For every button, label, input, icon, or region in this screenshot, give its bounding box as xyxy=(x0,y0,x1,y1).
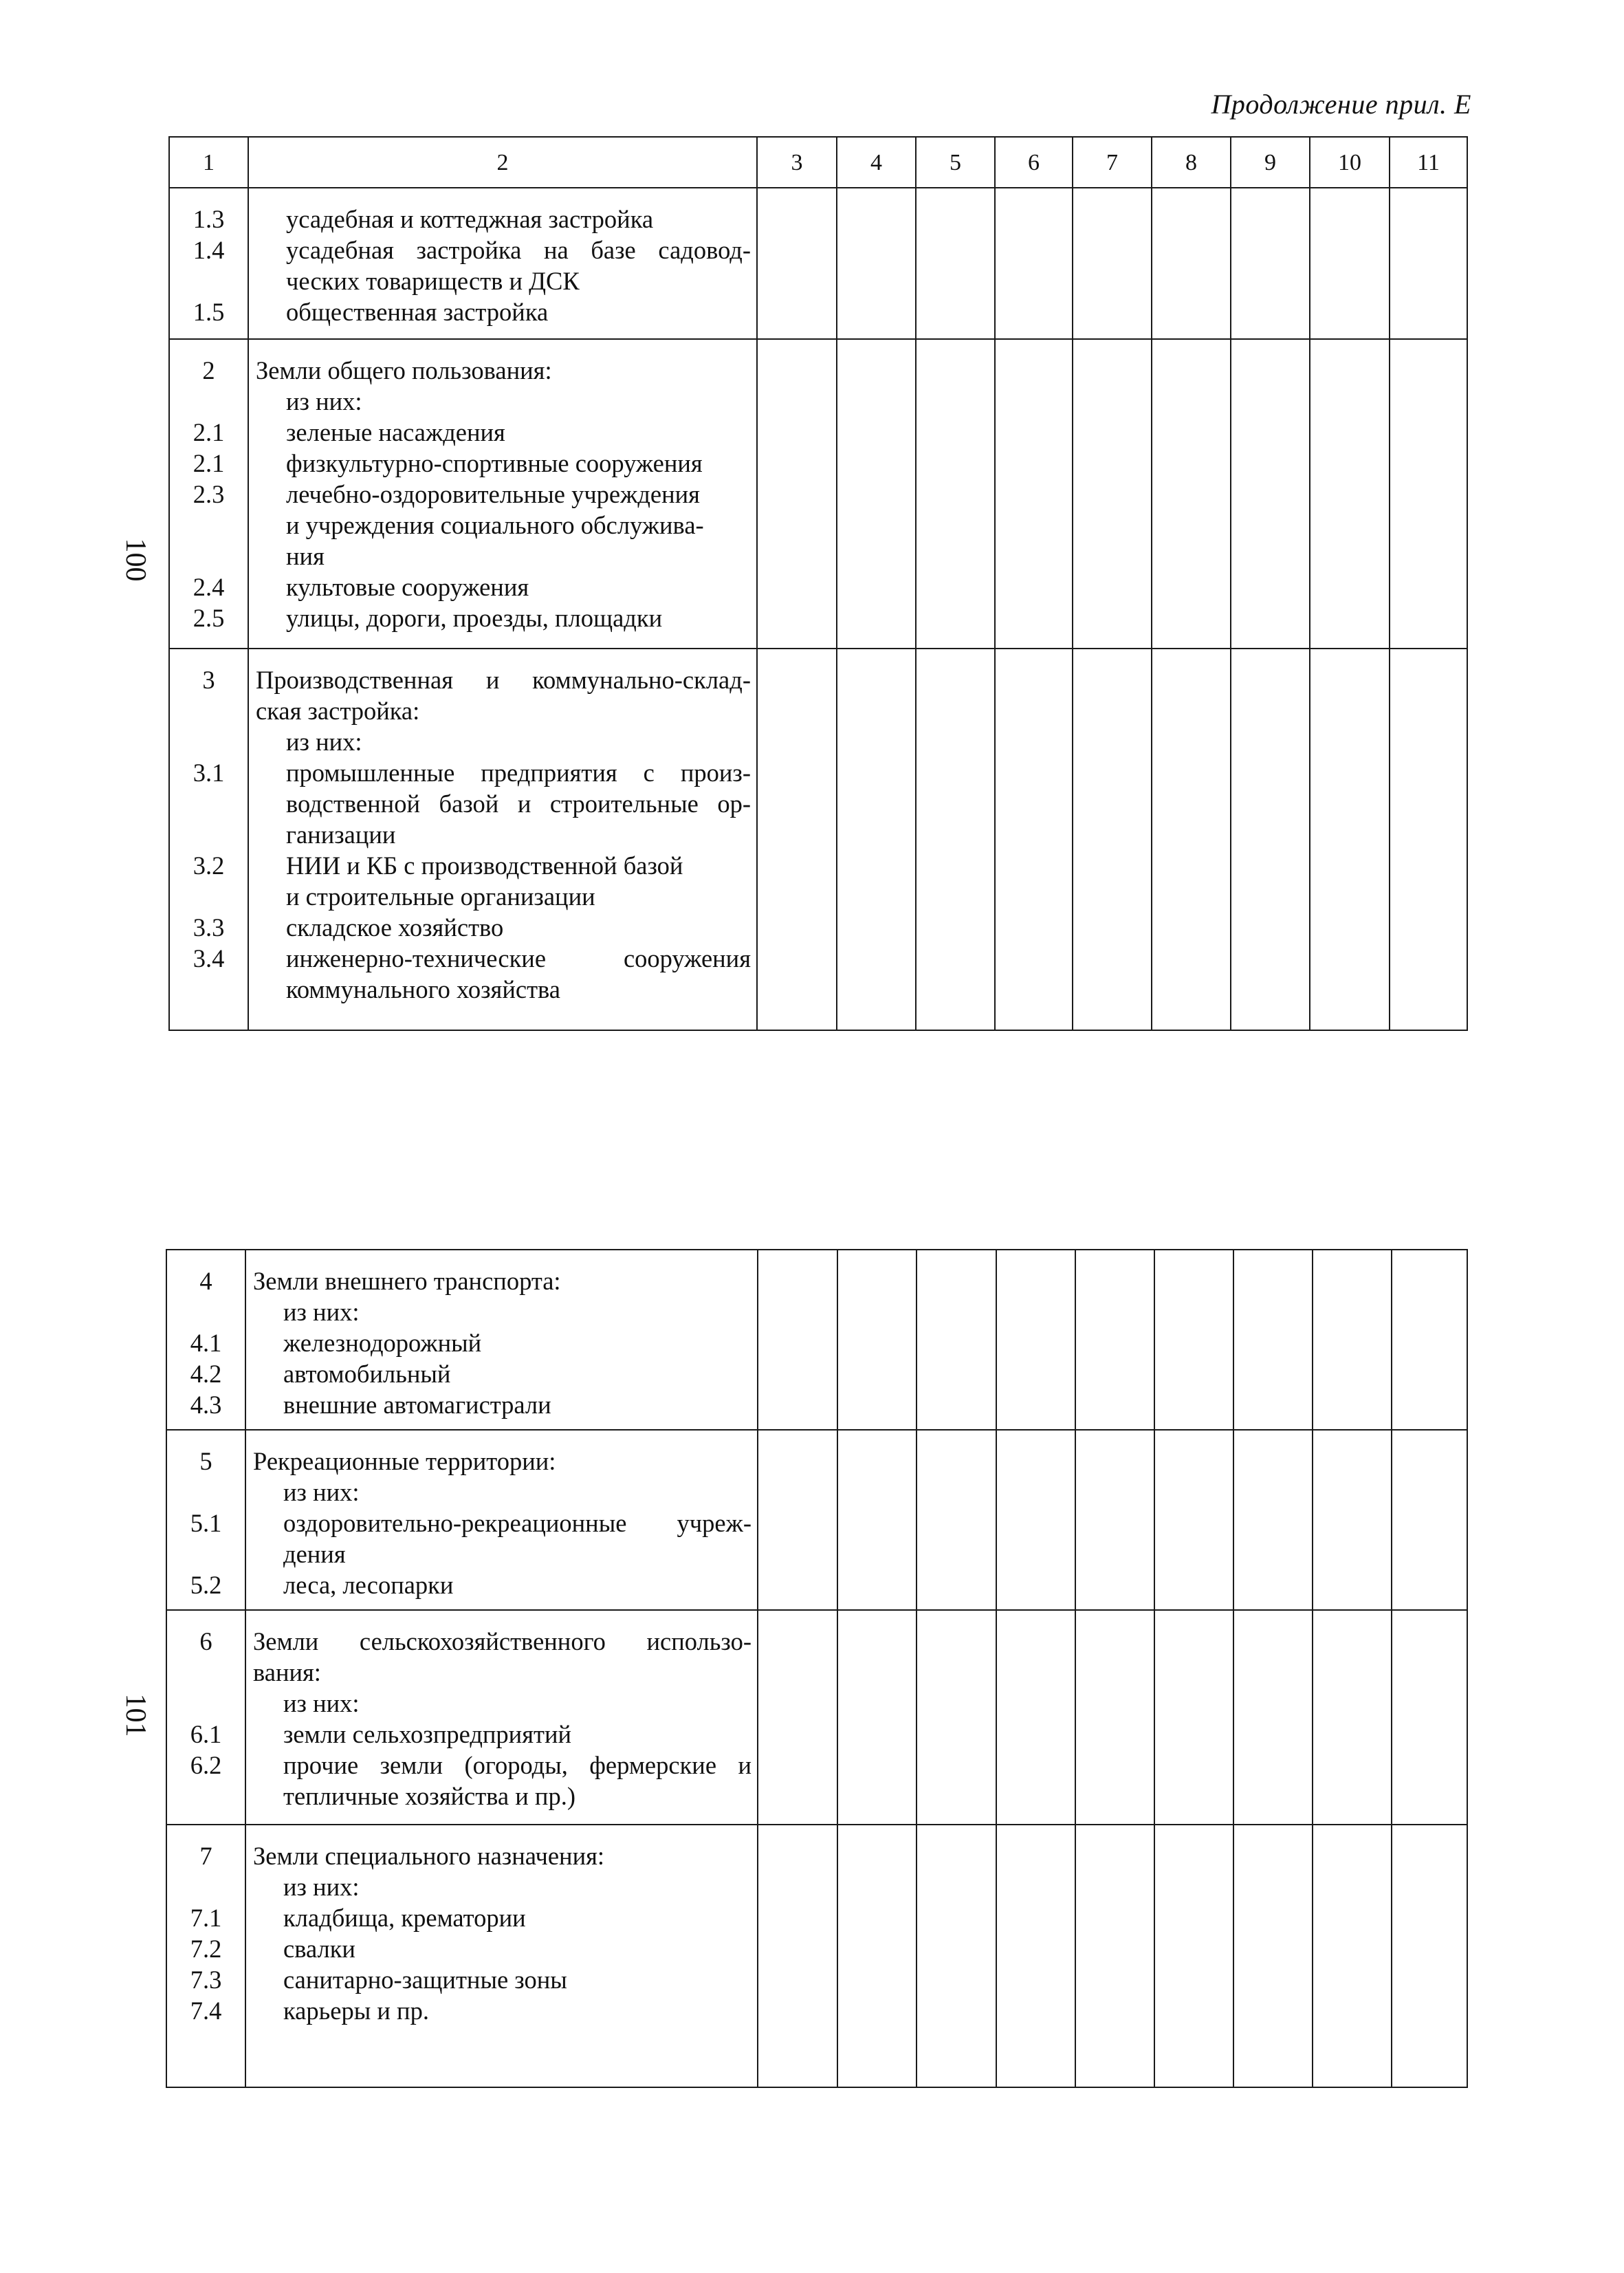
row-number: 1.3 xyxy=(193,205,225,233)
empty-value-cell-col-9 xyxy=(1233,1430,1313,1610)
row-number xyxy=(167,1657,245,1688)
description-line: лечебно-оздоровительные учреждения xyxy=(286,480,700,508)
empty-value-cell-col-11 xyxy=(1392,1430,1467,1610)
empty-value-cell-col-7 xyxy=(1073,188,1152,339)
empty-value-cell-col-10 xyxy=(1313,1825,1392,2087)
description-line: общественная застройка xyxy=(286,298,549,326)
empty-value-cell-col-7 xyxy=(1075,1250,1154,1430)
empty-value-cell-col-4 xyxy=(837,1610,917,1825)
row-number: 4.1 xyxy=(190,1329,222,1357)
row-number: 1.5 xyxy=(193,298,225,326)
empty-value-cell-col-10 xyxy=(1310,339,1390,649)
empty-value-cell-col-4 xyxy=(837,1825,917,2087)
empty-value-cell-col-3 xyxy=(757,339,837,649)
description-line: и строительные организации xyxy=(286,882,595,911)
description-line: свалки xyxy=(283,1935,355,1963)
empty-value-cell-col-6 xyxy=(995,339,1073,649)
description-line: карьеры и пр. xyxy=(283,1997,429,2025)
column-header-9: 9 xyxy=(1231,137,1310,188)
row-number: 4 xyxy=(199,1267,212,1295)
row-number: 5.1 xyxy=(190,1509,222,1537)
description-line: кладбища, крематории xyxy=(283,1904,526,1932)
row-number: 6.1 xyxy=(190,1720,222,1748)
row-number: 4.3 xyxy=(190,1391,222,1419)
row-number: 5.2 xyxy=(190,1571,222,1599)
description-line: ская застройка: xyxy=(256,697,420,725)
row-number: 4.2 xyxy=(190,1360,222,1388)
description-line: из них: xyxy=(283,1689,360,1717)
description-line: из них: xyxy=(283,1298,360,1326)
description-line: из них: xyxy=(286,387,362,415)
row-description-cell xyxy=(248,649,757,1030)
row-description-cell xyxy=(248,188,757,339)
empty-value-cell-col-8 xyxy=(1154,1825,1233,2087)
description-line: тепличные хозяйства и пр.) xyxy=(283,1782,575,1810)
empty-value-cell-col-6 xyxy=(995,188,1073,339)
description-line: ганизации xyxy=(286,820,396,849)
row-number-cell xyxy=(169,339,248,649)
empty-value-cell-col-9 xyxy=(1233,1610,1313,1825)
land-use-table-lower xyxy=(166,1249,1468,2088)
column-header-2: 2 xyxy=(248,137,757,188)
description-line: санитарно-защитные зоны xyxy=(283,1966,567,1994)
empty-value-cell-col-7 xyxy=(1073,649,1152,1030)
row-number xyxy=(170,265,248,296)
column-header-4: 4 xyxy=(837,137,916,188)
empty-value-cell-col-10 xyxy=(1313,1610,1392,1825)
description-line: автомобильный xyxy=(283,1360,451,1388)
description-line: Земли сельскохозяйственного использо- xyxy=(253,1627,751,1655)
description-line: вания: xyxy=(253,1658,321,1686)
column-header-7: 7 xyxy=(1073,137,1152,188)
column-header-3: 3 xyxy=(757,137,837,188)
empty-value-cell-col-8 xyxy=(1154,1610,1233,1825)
row-number: 7.3 xyxy=(190,1966,222,1994)
empty-value-cell-col-11 xyxy=(1390,188,1467,339)
empty-value-cell-col-5 xyxy=(916,339,995,649)
row-number-cell xyxy=(166,1610,245,1825)
row-number: 2.3 xyxy=(193,480,225,508)
empty-value-cell-col-4 xyxy=(837,649,916,1030)
description-line: коммунального хозяйства xyxy=(286,975,560,1003)
empty-value-cell-col-9 xyxy=(1231,339,1310,649)
column-header-row xyxy=(169,137,1467,188)
empty-value-cell-col-7 xyxy=(1075,1825,1154,2087)
row-number: 2.1 xyxy=(193,449,225,477)
row-number xyxy=(170,510,248,541)
row-number: 3.2 xyxy=(193,851,225,880)
description-line: промышленные предприятия с произ- xyxy=(286,759,751,787)
row-number xyxy=(170,726,248,757)
page-number-upper: 100 xyxy=(120,538,151,582)
row-number: 6.2 xyxy=(190,1751,222,1779)
description-line: земли сельхозпредприятий xyxy=(283,1720,572,1748)
column-header-11: 11 xyxy=(1390,137,1467,188)
empty-value-cell-col-5 xyxy=(917,1825,996,2087)
row-number: 2.5 xyxy=(193,604,225,632)
row-number xyxy=(167,1538,245,1569)
empty-value-cell-col-4 xyxy=(837,1250,917,1430)
description-line: усадебная и коттеджная застройка xyxy=(286,205,654,233)
continuation-header: Продолжение прил. Е xyxy=(1211,89,1471,120)
empty-value-cell-col-4 xyxy=(837,188,916,339)
empty-value-cell-col-6 xyxy=(996,1825,1075,2087)
row-number xyxy=(167,1871,245,1902)
column-header-8: 8 xyxy=(1152,137,1231,188)
row-number: 3.1 xyxy=(193,759,225,787)
row-number: 3 xyxy=(202,666,215,694)
row-number-cell xyxy=(169,188,248,339)
empty-value-cell-col-10 xyxy=(1310,188,1390,339)
empty-value-cell-col-8 xyxy=(1152,339,1231,649)
empty-value-cell-col-3 xyxy=(758,1250,837,1430)
column-header-1: 1 xyxy=(169,137,248,188)
table-row xyxy=(166,1430,1467,1610)
description-line: зеленые насаждения xyxy=(286,418,505,446)
row-number-cell xyxy=(166,1430,245,1610)
row-number: 2.4 xyxy=(193,573,225,601)
page-number-lower: 101 xyxy=(120,1693,151,1737)
row-number xyxy=(170,386,248,417)
row-number: 1.4 xyxy=(193,236,225,264)
empty-value-cell-col-11 xyxy=(1390,649,1467,1030)
row-number: 6 xyxy=(199,1627,212,1655)
row-number xyxy=(167,1477,245,1508)
row-number xyxy=(167,1296,245,1327)
empty-value-cell-col-8 xyxy=(1154,1250,1233,1430)
empty-value-cell-col-6 xyxy=(996,1430,1075,1610)
empty-value-cell-col-4 xyxy=(837,339,916,649)
description-line: оздоровительно-рекреационные учреж- xyxy=(283,1509,751,1537)
empty-value-cell-col-3 xyxy=(758,1825,837,2087)
empty-value-cell-col-3 xyxy=(757,649,837,1030)
empty-value-cell-col-4 xyxy=(837,1430,917,1610)
description-line: и учреждения социального обслужива- xyxy=(286,511,704,539)
table-row xyxy=(166,1610,1467,1825)
description-line: НИИ и КБ с производственной базой xyxy=(286,851,683,880)
row-number: 2.1 xyxy=(193,418,225,446)
empty-value-cell-col-7 xyxy=(1073,339,1152,649)
row-number xyxy=(170,541,248,572)
table-row xyxy=(166,1825,1467,2087)
empty-value-cell-col-8 xyxy=(1154,1430,1233,1610)
empty-value-cell-col-11 xyxy=(1392,1825,1467,2087)
empty-value-cell-col-10 xyxy=(1313,1430,1392,1610)
empty-value-cell-col-3 xyxy=(758,1430,837,1610)
row-number: 5 xyxy=(199,1447,212,1475)
row-number xyxy=(170,819,248,850)
row-description-cell xyxy=(248,339,757,649)
description-line: водственной базой и строительные ор- xyxy=(286,790,751,818)
column-header-5: 5 xyxy=(916,137,995,188)
description-line: леса, лесопарки xyxy=(283,1571,454,1599)
description-line: дения xyxy=(283,1540,346,1568)
description-line: ческих товариществ и ДСК xyxy=(286,267,580,295)
empty-value-cell-col-3 xyxy=(757,188,837,339)
empty-value-cell-col-5 xyxy=(917,1430,996,1610)
description-line: культовые сооружения xyxy=(286,573,529,601)
description-line: инженерно-технические сооружения xyxy=(286,944,751,972)
empty-value-cell-col-5 xyxy=(916,188,995,339)
description-line: физкультурно-спортивные сооружения xyxy=(286,449,703,477)
empty-value-cell-col-11 xyxy=(1390,339,1467,649)
empty-value-cell-col-9 xyxy=(1231,649,1310,1030)
empty-value-cell-col-6 xyxy=(995,649,1073,1030)
land-use-table-upper xyxy=(168,136,1468,1031)
description-line: Рекреационные территории: xyxy=(253,1447,556,1475)
table-row xyxy=(169,649,1467,1030)
row-number xyxy=(167,1688,245,1719)
empty-value-cell-col-9 xyxy=(1233,1250,1313,1430)
description-line: железнодорожный xyxy=(283,1329,482,1357)
description-line: Земли внешнего транспорта: xyxy=(253,1267,561,1295)
column-header-6: 6 xyxy=(995,137,1073,188)
description-line: усадебная застройка на базе садовод- xyxy=(286,236,751,264)
row-number: 2 xyxy=(202,356,215,384)
empty-value-cell-col-11 xyxy=(1392,1250,1467,1430)
empty-value-cell-col-5 xyxy=(917,1250,996,1430)
column-header-10: 10 xyxy=(1310,137,1390,188)
row-number-cell xyxy=(166,1250,245,1430)
row-description-cell xyxy=(245,1610,758,1825)
description-line: улицы, дороги, проезды, площадки xyxy=(286,604,663,632)
empty-value-cell-col-11 xyxy=(1392,1610,1467,1825)
description-line: из них: xyxy=(283,1873,360,1901)
empty-value-cell-col-8 xyxy=(1152,649,1231,1030)
description-line: внешние автомагистрали xyxy=(283,1391,551,1419)
row-number: 7 xyxy=(199,1842,212,1870)
empty-value-cell-col-8 xyxy=(1152,188,1231,339)
empty-value-cell-col-9 xyxy=(1233,1825,1313,2087)
description-line: из них: xyxy=(283,1478,360,1506)
row-number: 3.3 xyxy=(193,913,225,942)
empty-value-cell-col-5 xyxy=(916,649,995,1030)
empty-value-cell-col-7 xyxy=(1075,1430,1154,1610)
description-line: Производственная и коммунально-склад- xyxy=(256,666,751,694)
description-line: прочие земли (огороды, фермерские и xyxy=(283,1751,751,1779)
row-description-cell xyxy=(245,1825,758,2087)
table-row xyxy=(169,339,1467,649)
row-number: 7.4 xyxy=(190,1997,222,2025)
row-number xyxy=(170,881,248,912)
empty-value-cell-col-7 xyxy=(1075,1610,1154,1825)
empty-value-cell-col-9 xyxy=(1231,188,1310,339)
empty-value-cell-col-10 xyxy=(1310,649,1390,1030)
description-line: из них: xyxy=(286,728,362,756)
row-number-cell xyxy=(169,649,248,1030)
row-number: 7.1 xyxy=(190,1904,222,1932)
row-number: 7.2 xyxy=(190,1935,222,1963)
description-line: складское хозяйство xyxy=(286,913,504,942)
empty-value-cell-col-10 xyxy=(1313,1250,1392,1430)
description-line: Земли общего пользования: xyxy=(256,356,552,384)
row-description-cell xyxy=(245,1430,758,1610)
description-line: Земли специального назначения: xyxy=(253,1842,605,1870)
description-line: ния xyxy=(286,542,325,570)
row-number xyxy=(170,788,248,819)
empty-value-cell-col-3 xyxy=(758,1610,837,1825)
row-number xyxy=(170,695,248,726)
empty-value-cell-col-6 xyxy=(996,1250,1075,1430)
table-row xyxy=(169,188,1467,339)
row-number: 3.4 xyxy=(193,944,225,972)
row-description-cell xyxy=(245,1250,758,1430)
empty-value-cell-col-5 xyxy=(917,1610,996,1825)
table-row xyxy=(166,1250,1467,1430)
row-number-cell xyxy=(166,1825,245,2087)
empty-value-cell-col-6 xyxy=(996,1610,1075,1825)
